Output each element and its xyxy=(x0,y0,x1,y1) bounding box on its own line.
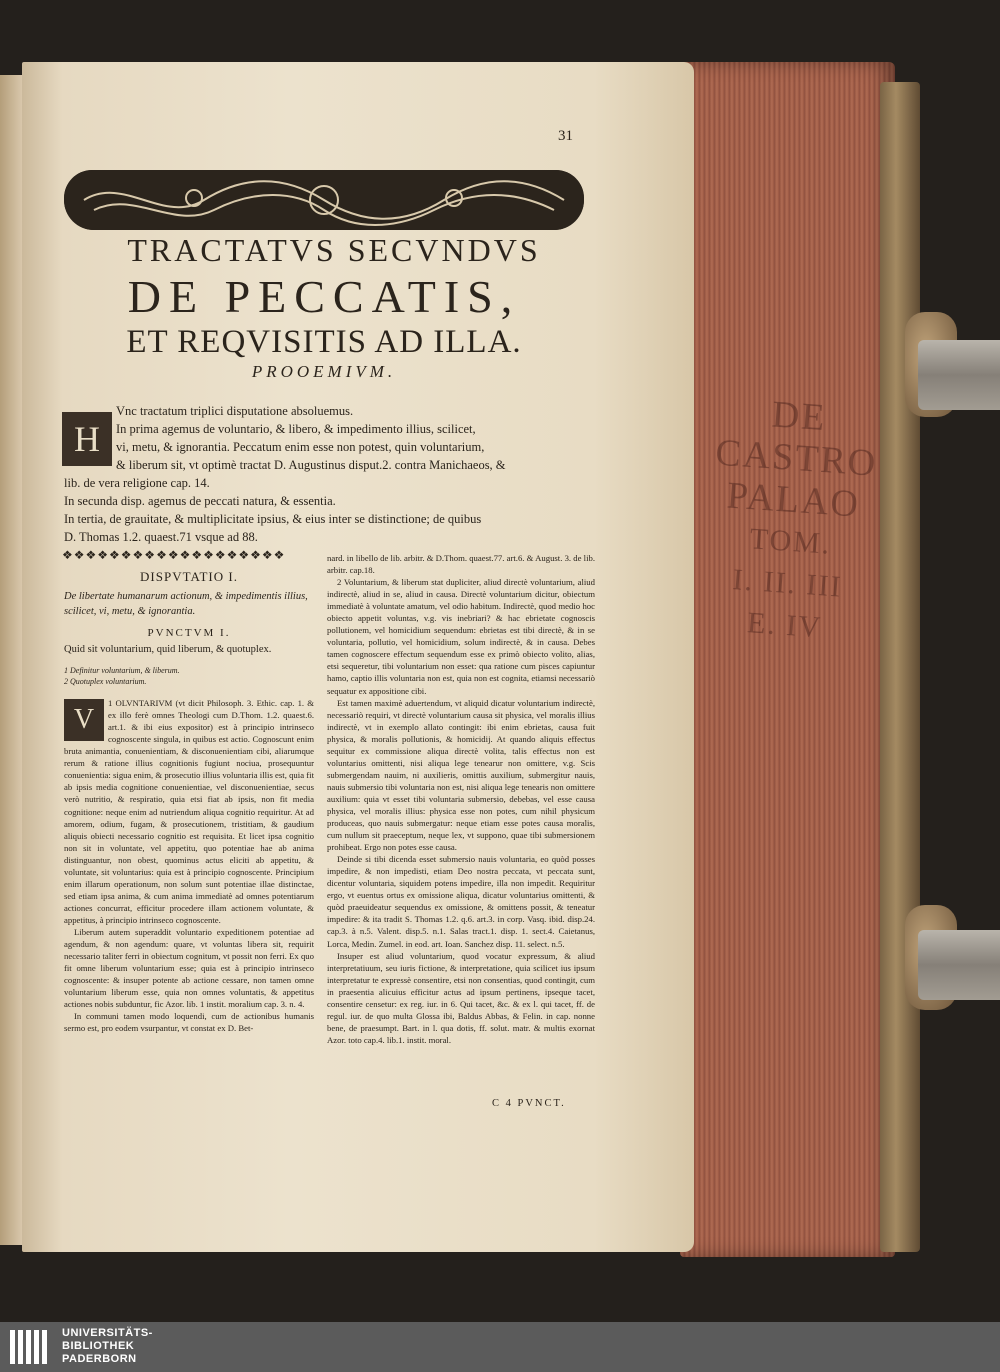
catchword: C 4 PVNCT. xyxy=(492,1098,566,1109)
drop-cap-v: V xyxy=(64,699,104,741)
page-number: 31 xyxy=(558,128,573,144)
title-line-2: DE PECCATIS, xyxy=(127,271,521,322)
summary-item: 2 Quotuplex voluntarium. xyxy=(64,677,147,687)
drop-cap-h: H xyxy=(62,412,112,466)
summary-item: 1 Definitur voluntarium, & liberum. xyxy=(64,666,180,676)
fleuron-rule: ❖❖❖❖❖❖❖❖❖❖❖❖❖❖❖❖❖❖❖ xyxy=(62,548,286,562)
intro-line: & liberum sit, vt optimè tractat D. Augustinus disput.2. contra Manichaeos, & xyxy=(116,458,506,472)
body-paragraph: Deinde si tibi dicenda esset submersio nauis voluntaria, eo quòd posses impedire, & non impedisti, etiam Deo nostra peccata, vt peccata sunt, dicentur voluntaria, siquidem potens impedire, illa non impedit. Requiritur ergo, vt euentus ortus ex omissione aliqua, dicatur voluntarius omittenti, & quòd praeuideatur sequendus ex omissione, & omittens possit, & teneatur impedire: & ita tradit S. Thomas 1.2. q.6. art.3. in corp. Vasq. ibid. disp.24. cap.3. à n.5. Valent. disp.5. n.1. Salas tract.1. disp. 1. sect.4. Caietanus, Lorca, Medin. Zumel. in eod. art. Ioan. Sanchez disp. 11. select. n.5. xyxy=(327,854,595,949)
intro-line: lib. de vera religione cap. 14. xyxy=(64,476,210,490)
disputatio-heading: DISPVTATIO I. xyxy=(140,569,238,584)
book-cover-board xyxy=(880,82,920,1252)
disputatio-subtitle: De libertate humanarum actionum, & impedimentis illius, scilicet, vi, metu, & ignorantia. xyxy=(64,591,308,618)
metal-clasp-lower xyxy=(918,930,1000,1000)
intro-line: vi, metu, & ignorantia. Peccatum enim esse non potest, quin voluntarium, xyxy=(116,440,485,454)
spine-stamp: DE CASTRO PALAO TOM. I. II. III E. IV xyxy=(714,393,879,645)
intro-line: In prima agemus de voluntario, & libero, & impedimento illius, scilicet, xyxy=(116,422,476,436)
punctum-heading: PVNCTVM I. xyxy=(147,627,231,640)
body-paragraph: In communi tamen modo loquendi, cum de actionibus humanis sermo est, pro eodem vsurpantur, vt constat ex D. Bet- xyxy=(64,1011,314,1034)
intro-line: In secunda disp. agemus de peccati natura, & essentia. xyxy=(64,494,336,508)
body-paragraph: Insuper est aliud voluntarium, quod vocatur expressum, & aliud interpretatiuum, seu iuris fictione, & interpretatione, quia scilicet ius ipsum interpretatur te expressè consentire, etsi non consentias, quod contingit, cum in praesentia alicuius efficitur actus ad ipsum pertinens, ipseque tacet, consentire censetur: ex reg. iur. in 6. Qui tacet, &c. & ex l. qui tacet, ff. de regul. iur. de quo multa Glossa ibi, Baldus Abbas, & Felin. in cap. nonne bene, de praesumpt. Bart. in l. qua dotis, ff. solut. matr. & multis exornat Azor. toto cap.4. lib.1. instit. moral. xyxy=(327,950,595,1045)
title-line-3: ET REQVISITIS AD ILLA. xyxy=(126,324,522,360)
punctum-question: Quid sit voluntarium, quid liberum, & quotuplex. xyxy=(64,644,272,656)
body-paragraph: Est tamen maximè aduertendum, vt aliquid dicatur voluntarium indirectè, necessariò requiri, vt directè voluntarium causa sit physica, vel moralis illius indirectè, vt in exemplo allato contingit: ibi enim ebrietas, causa fuit physica, & moralis pollutionis, & homicidij. At quando aliquis effectus sequitur ex commissione aliqua directè volita, talis effectus non est voluntarius omittenti, nisi aliqua lege tenearur non omittere, v.g. Scis submergendam nauim, ni auxilieris, omittis auxilium, submergitur nauis, nauis submersio tibi voluntaria non est, nisi aliqua lege tenearis non omittere auxilium: quia vt esset tibi voluntaria submersio, debebas, vel esse causa physica, vel moralis illius: physica esse non potes, cum nihil physicum produceas, quo nauis submergatur: neque etiam esse potes causa moralis, cum nullum sit praeceptum, neque lex, vt suppono, quae tibi submersionem prohibeat. Ergo non potes esse causa. xyxy=(327,697,595,853)
intro-line: D. Thomas 1.2. quaest.71 vsque ad 88. xyxy=(64,530,258,544)
book-page xyxy=(22,62,694,1252)
intro-line: Vnc tractatum triplici disputatione absoluemus. xyxy=(116,404,354,418)
headpiece-ornament xyxy=(64,170,584,230)
body-paragraph: Liberum autem superaddit voluntario expeditionem potentiae ad agendum, & non agendum: quare, vt voluntas libera sit, requirit necessario taliter ferri in obiectum cognitum, vt possit non ferri. Ex quo fit omne liberum voluntarium esse; quia est à principio intrinseco cognoscente: & insuper potente ab actione cessare, non tamen omne voluntarium liberum esse, quia non omnes voluntatis, & appetitus actiones nobis subduntur, fic Azor. lib. 1 instit. moralium cap. 3. n. 4. xyxy=(64,926,314,1010)
intro-line: In tertia, de grauitate, & multiplicitate ipsius, & eius inter se distinctione; de quibus xyxy=(64,512,482,526)
left-column xyxy=(64,567,314,1034)
title-line-1: TRACTATVS SECVNDVS xyxy=(127,232,541,268)
body-paragraph: nard. in libello de lib. arbitr. & D.Thom. quaest.77. art.6. & August. 3. de lib. arbitr. cap.18. xyxy=(327,553,595,576)
body-paragraph: 1 OLVNTARIVM (vt dicit Philosoph. 3. Ethic. cap. 1. & ex illo ferè omnes Theologi cum D.Thom. 1.2. quaest.6. art.1. & ibi eius expositor) est à principio intrinseco cognoscente singula, in quibus est actio. Cognoscunt enim bruta animantia, conuenientiam, & disconuenientiam cibi, aliarumque rerum & ratione illius cognitionis fugiunt nociua, prosequuntur conuenientia: sigua enim, & prosecutio illius voluntaria illis est, quia fit ab ipsis media cognitione conuenientiae, vel disconuenientiae, secus verò nutritio, & respiratio, quia etsi fiat ab ipsis, non fit media cognitione: neque enim ad nutriendum aliqua cognitio requiritur. At ad amorem, odium, fugam, & prosecutionem, tristitiam, & gaudium aliquis obiecti necessario cognitio est requisita. Et licet ipsa cognitio non sit in voluntate, vel appetitu, quo potentiae hae ab anima distinguantur, non obest, quominus actus eliciti ab appetitu, & voluntate, sit voluntarius: quia est à principio cognoscente. Principium enim illarum operationum, non solum sunt potentiae illae distinctae, sed etiam ipsa anima, & cum anima immediatè ad omnes potentiarum actiones concurrat, efficitur procedere illam actionem voluntate, & appetitus, à principio intrinseco cognoscente. xyxy=(64,698,314,925)
library-logo-icon xyxy=(8,1326,54,1368)
right-column xyxy=(327,552,595,1046)
intro-text xyxy=(64,402,594,546)
library-logo-text: UNIVERSITÄTS- BIBLIOTHEK PADERBORN xyxy=(62,1327,153,1365)
summary-list xyxy=(64,665,314,687)
body-paragraph: 2 Voluntarium, & liberum stat dupliciter, aliud directè voluntarium, aliud indirectè, aliud in se, aliud in causa. Directè voluntarium dicitur, obiectum immediatè à voluntate amatum, vel odio habitum. Indirectè, quod medio hoc obiecto appetit voluntas, v.g. vis inebriari? & hac ebrietate cognoscis pollutionem, vel homicidium sequendum: ebrietas est tibi directè, & in se voluntaria, pollutio, vel homicidium, solum indirectè, & in causa. Debes tamen cognoscere effectum sequendum esse ex primò obiecto volito, alias, etsi sequeretur, tibi voluntarium non esset: qua ratione cum pisces capiuntur hamo, captio illis voluntaria non est, quia non est cognita, etiamsi necessariò sequatur ex appositione cibi. xyxy=(327,577,595,696)
prooemium-heading: PROOEMIVM. xyxy=(251,362,397,381)
page-block-edge xyxy=(680,62,895,1257)
metal-clasp-upper xyxy=(918,340,1000,410)
